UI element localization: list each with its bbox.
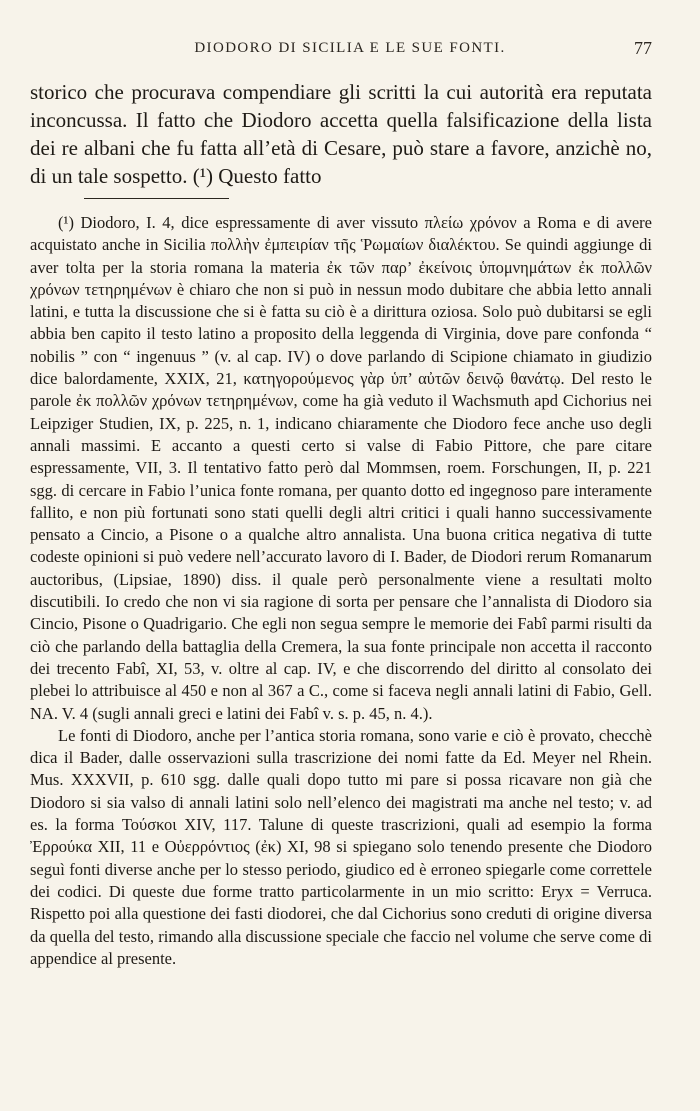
page-number: 77 [634, 38, 652, 58]
footnote-1: (¹) Diodoro, I. 4, dice espressamente di aver vissuto πλείω χρόνον a Roma e di avere acquistato anche in Sicilia πολλὴν ἐμπειρίαν τῆς Ῥωμαίων διαλέκτου. Se quindi aggiunge di aver tolta per la storia romana la materia ἐκ τῶν παρ’ ἐκείνοις ὑπομνημάτων ἐκ πολλῶν χρόνων τετηρημένων è chiaro che non si può in nessun modo dubitare che abbia letto annali latini, e tutta la discussione che si è fatta su ciò è a dirittura oziosa. Solo può dubitarsi se egli abbia ben capito il testo latino a proposito della leggenda di Virginia, dove pare confonda “ nobilis ” con “ ingenuus ” (v. al cap. IV) o dove parlando di Scipione chiamato in giudizio dice balordamente, XXIX, 21, κατηγορούμενος γὰρ ὑπ’ αὐτῶν δεινῷ θανάτῳ. Del resto le parole ἐκ πολλῶν χρόνων τετηρημένων, come ha già veduto il Wachsmuth apd Cichorius nei Leipziger Studien, IX, p. 225, n. 1, indicano chiaramente che Diodoro fece anche uso degli annali massimi. E accanto a questi certo si valse di Fabio Pittore, che pare citare espressamente, VII, 3. Il tentativo fatto però dal Mommsen, roem. Forschungen, II, p. 221 sgg. di cercare in Fabio l’unica fonte romana, per quanto dotto ed ingegnoso pare interamente fallito, e non più fortunati sono stati quelli degli altri critici i quali hanno successivamente pensato a Cincio, a Pisone o a qualche altro annalista. Una buona critica negativa di tutte codeste opinioni si può vedere nell’accurato lavoro di I. Bader, de Diodori rerum Romanarum auctoribus, (Lipsiae, 1890) diss. il quale però personalmente viene a resultati molto discutibili. Io credo che non vi sia ragione di sorta per pensare che l’annalista di Diodoro sia Cincio, Pisone o Quadrigario. Che egli non segua sempre le memorie dei Fabî parmi risulti da ciò che parlando della battaglia della Cremera, la sua fonte principale non accetta il racconto dei trecento Fabî, XI, 53, v. oltre al cap. IV, e che discorrendo del diritto al consolato dei plebei lo attribuisce al 450 e non al 367 a C., come si faceva negli annali latini di Fabio, Gell. NA. V. 4 (sugli annali greci e latini dei Fabî v. s. p. 45, n. 4.). [30, 213, 652, 723]
main-text-paragraph: storico che procurava compendiare gli scritti la cui autorità era reputata inconcussa. Il fatto che Diodoro accetta quella falsificazione della lista dei re albani che fu fatta all’età di Cesare, può stare a favore, anzichè no, di un tale sospetto. (¹) Questo fatto [30, 80, 652, 188]
footnote-1-continuation: Le fonti di Diodoro, anche per l’antica storia romana, sono varie e ciò è provato, checchè dica il Bader, dalle osservazioni sulla trascrizione dei nomi fatte da Ed. Meyer nel Rhein. Mus. XXXVII, p. 610 sgg. dalle quali dopo tutto mi pare si possa ricavare non già che Diodoro si sia valso di annali latini solo nell’elenco dei magistrati ma anche nel testo; v. ad es. la forma Τούσκοι XIV, 117. Talune di queste trascrizioni, quali ad esempio la forma Ἐρρούκα XII, 11 e Οὐερρόντιος (ἐκ) XI, 98 si spiegano solo tenendo presente che Diodoro seguì fonti diverse anche per lo stesso periodo, giudico ed è erroneo spiegarle come correttele dei codici. Di queste due forme tratto particolarmente in un mio scritto: Eryx = Verruca. Rispetto poi alla questione dei fasti diodorei, che dal Cichorius sono creduti di origine diversa da quella del testo, rimando alla discussione speciale che faccio nel volume che serve come di appendice al presente. [30, 725, 652, 968]
footnotes-block [30, 212, 652, 970]
footnote-separator-rule [84, 198, 229, 199]
running-title: DIODORO DI SICILIA E LE SUE FONTI. [194, 40, 506, 56]
running-header [0, 40, 700, 62]
